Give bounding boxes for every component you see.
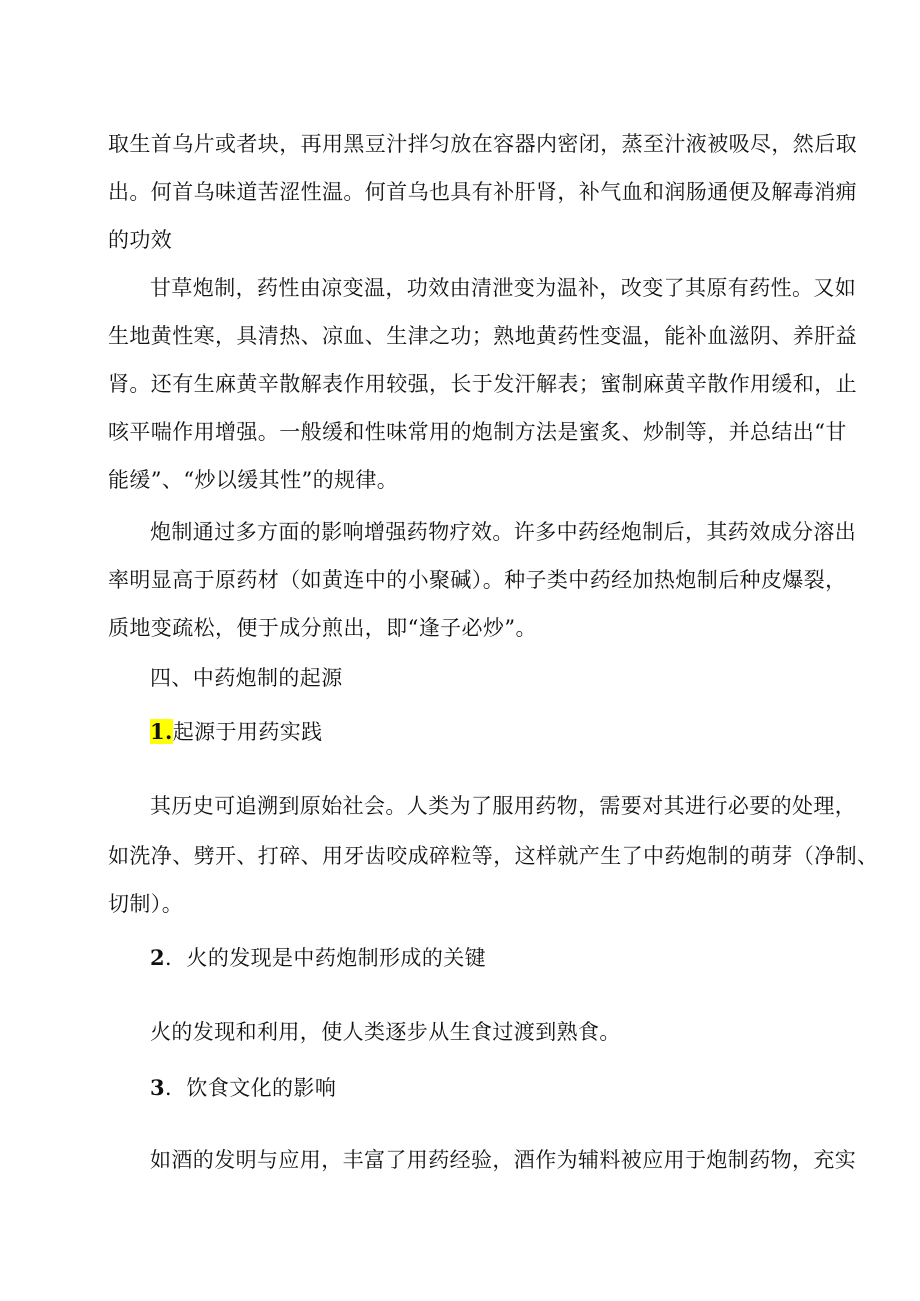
item-3-heading xyxy=(150,1074,336,1102)
item-3-number: 3 xyxy=(150,1075,166,1100)
section-4-heading: 四、中药炮制的起源 xyxy=(150,666,343,690)
item-2-heading xyxy=(150,944,486,972)
paragraph-3-line-2: 率明显高于原药材（如黄连中的小聚碱）。种子类中药经加热炮制后种皮爆裂， xyxy=(108,568,847,592)
paragraph-2-line-2: 生地黄性寒，具清热、凉血、生津之功；熟地黄药性变温，能补血滋阴、养肝益 xyxy=(108,324,857,348)
item-1-number-highlight: 1. xyxy=(150,719,173,744)
item-2-text-line-1: 火的发现和利用，使人类逐步从生食过渡到熟食。 xyxy=(150,1020,621,1044)
paragraph-2-line-4: 咳平喘作用增强。一般缓和性味常用的炮制方法是蜜炙、炒制等，并总结出“甘 xyxy=(108,420,847,444)
item-1-heading xyxy=(150,718,323,746)
paragraph-3-line-3: 质地变疏松，便于成分煎出，即“逢子必炒”。 xyxy=(108,616,537,640)
paragraph-2-line-3: 肾。还有生麻黄辛散解表作用较强，长于发汗解表；蜜制麻黄辛散作用缓和，止 xyxy=(108,372,857,396)
item-1-text-line-3: 切制）。 xyxy=(108,892,184,916)
item-2-title: ．火的发现是中药炮制形成的关键 xyxy=(165,946,487,970)
item-1-text-line-1: 其历史可追溯到原始社会。人类为了服用药物，需要对其进行必要的处理， xyxy=(150,794,857,818)
paragraph-1-line-1: 取生首乌片或者块，再用黑豆汁拌匀放在容器内密闭，蒸至汁液被吸尽，然后取 xyxy=(108,132,857,156)
item-2-number: 2 xyxy=(150,945,166,970)
paragraph-3-line-1: 炮制通过多方面的影响增强药物疗效。许多中药经炮制后，其药效成分溶出 xyxy=(150,520,857,544)
paragraph-1-line-2: 出。何首乌味道苦涩性温。何首乌也具有补肝肾，补气血和润肠通便及解毒消痈 xyxy=(108,180,857,204)
paragraph-2-line-5: 能缓”、“炒以缓其性”的规律。 xyxy=(108,468,399,492)
item-1-text-line-2: 如洗净、劈开、打碎、用牙齿咬成碎粒等，这样就产生了中药炮制的萌芽（净制、 xyxy=(108,844,879,868)
paragraph-1-line-3: 的功效 xyxy=(108,228,173,252)
item-3-title: ．饮食文化的影响 xyxy=(165,1076,337,1100)
paragraph-2-line-1: 甘草炮制，药性由凉变温，功效由清泄变为温补，改变了其原有药性。又如 xyxy=(150,276,857,300)
item-1-title: 起源于用药实践 xyxy=(172,720,323,744)
item-3-text-line-1: 如酒的发明与应用，丰富了用药经验，酒作为辅料被应用于炮制药物，充实 xyxy=(150,1148,857,1172)
